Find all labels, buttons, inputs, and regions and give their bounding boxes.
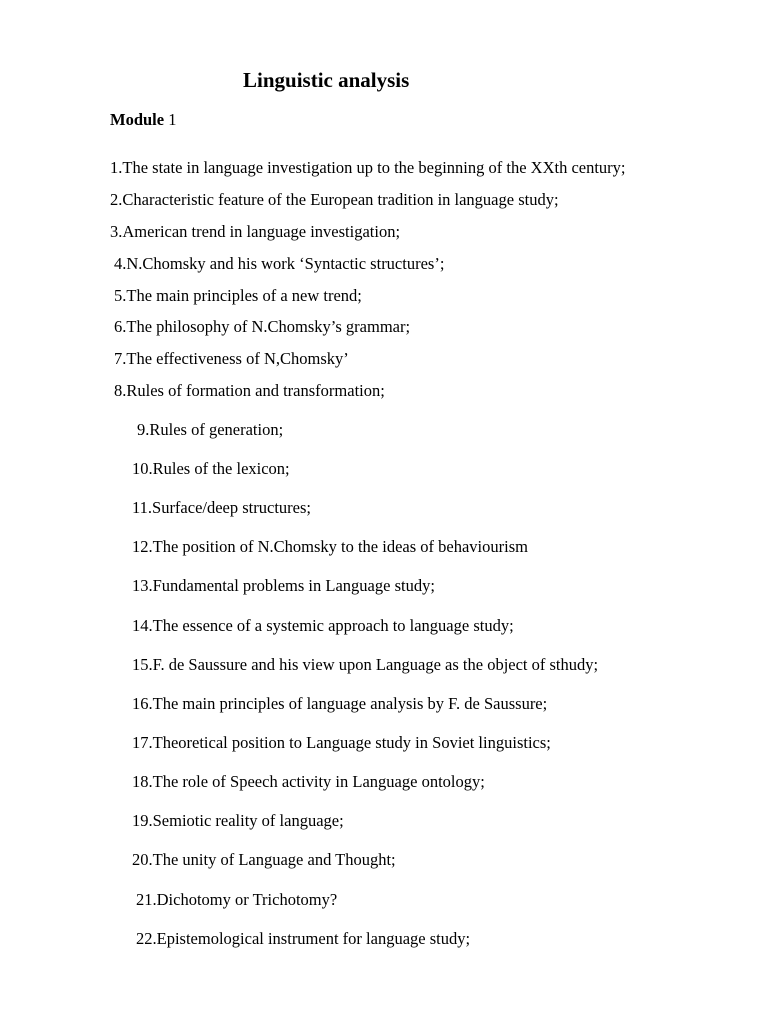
list-item: 9.Rules of generation; xyxy=(137,420,284,439)
list-item: 22.Epistemological instrument for language study; xyxy=(136,929,471,948)
list-item: 21.Dichotomy or Trichotomy? xyxy=(136,890,338,909)
list-item: 12.The position of N.Chomsky to the ideas of behaviourism xyxy=(132,537,528,556)
module-number: 1 xyxy=(168,110,177,129)
list-item: 8.Rules of formation and transformation; xyxy=(114,381,385,400)
list-item: 5.The main principles of a new trend; xyxy=(114,286,362,305)
list-item: 7.The effectiveness of N,Chomsky’ xyxy=(114,349,349,368)
list-item: 6.The philosophy of N.Chomsky’s grammar; xyxy=(114,317,411,336)
list-item: 17.Theoretical position to Language study in Soviet linguistics; xyxy=(132,733,551,752)
list-item: 16.The main principles of language analysis by F. de Saussure; xyxy=(132,694,548,713)
list-item: 10.Rules of the lexicon; xyxy=(132,459,290,478)
document-title: Linguistic analysis xyxy=(243,68,410,92)
list-item: 13.Fundamental problems in Language study; xyxy=(132,576,435,595)
list-item: 19.Semiotic reality of language; xyxy=(132,811,344,830)
list-item: 11.Surface/deep structures; xyxy=(132,498,311,517)
list-item: 3.American trend in language investigation; xyxy=(110,222,401,241)
list-item: 4.N.Chomsky and his work ‘Syntactic structures’; xyxy=(114,254,445,273)
list-item: 2.Characteristic feature of the European tradition in language study; xyxy=(110,190,559,209)
list-item: 1.The state in language investigation up to the beginning of the XXth century; xyxy=(110,158,626,177)
list-item: 20.The unity of Language and Thought; xyxy=(132,850,396,869)
list-item: 14.The essence of a systemic approach to language study; xyxy=(132,616,514,635)
module-heading xyxy=(110,110,176,130)
list-item: 15.F. de Saussure and his view upon Language as the object of sthudy; xyxy=(132,655,599,674)
module-label: Module xyxy=(110,110,165,129)
list-item: 18.The role of Speech activity in Language ontology; xyxy=(132,772,485,791)
